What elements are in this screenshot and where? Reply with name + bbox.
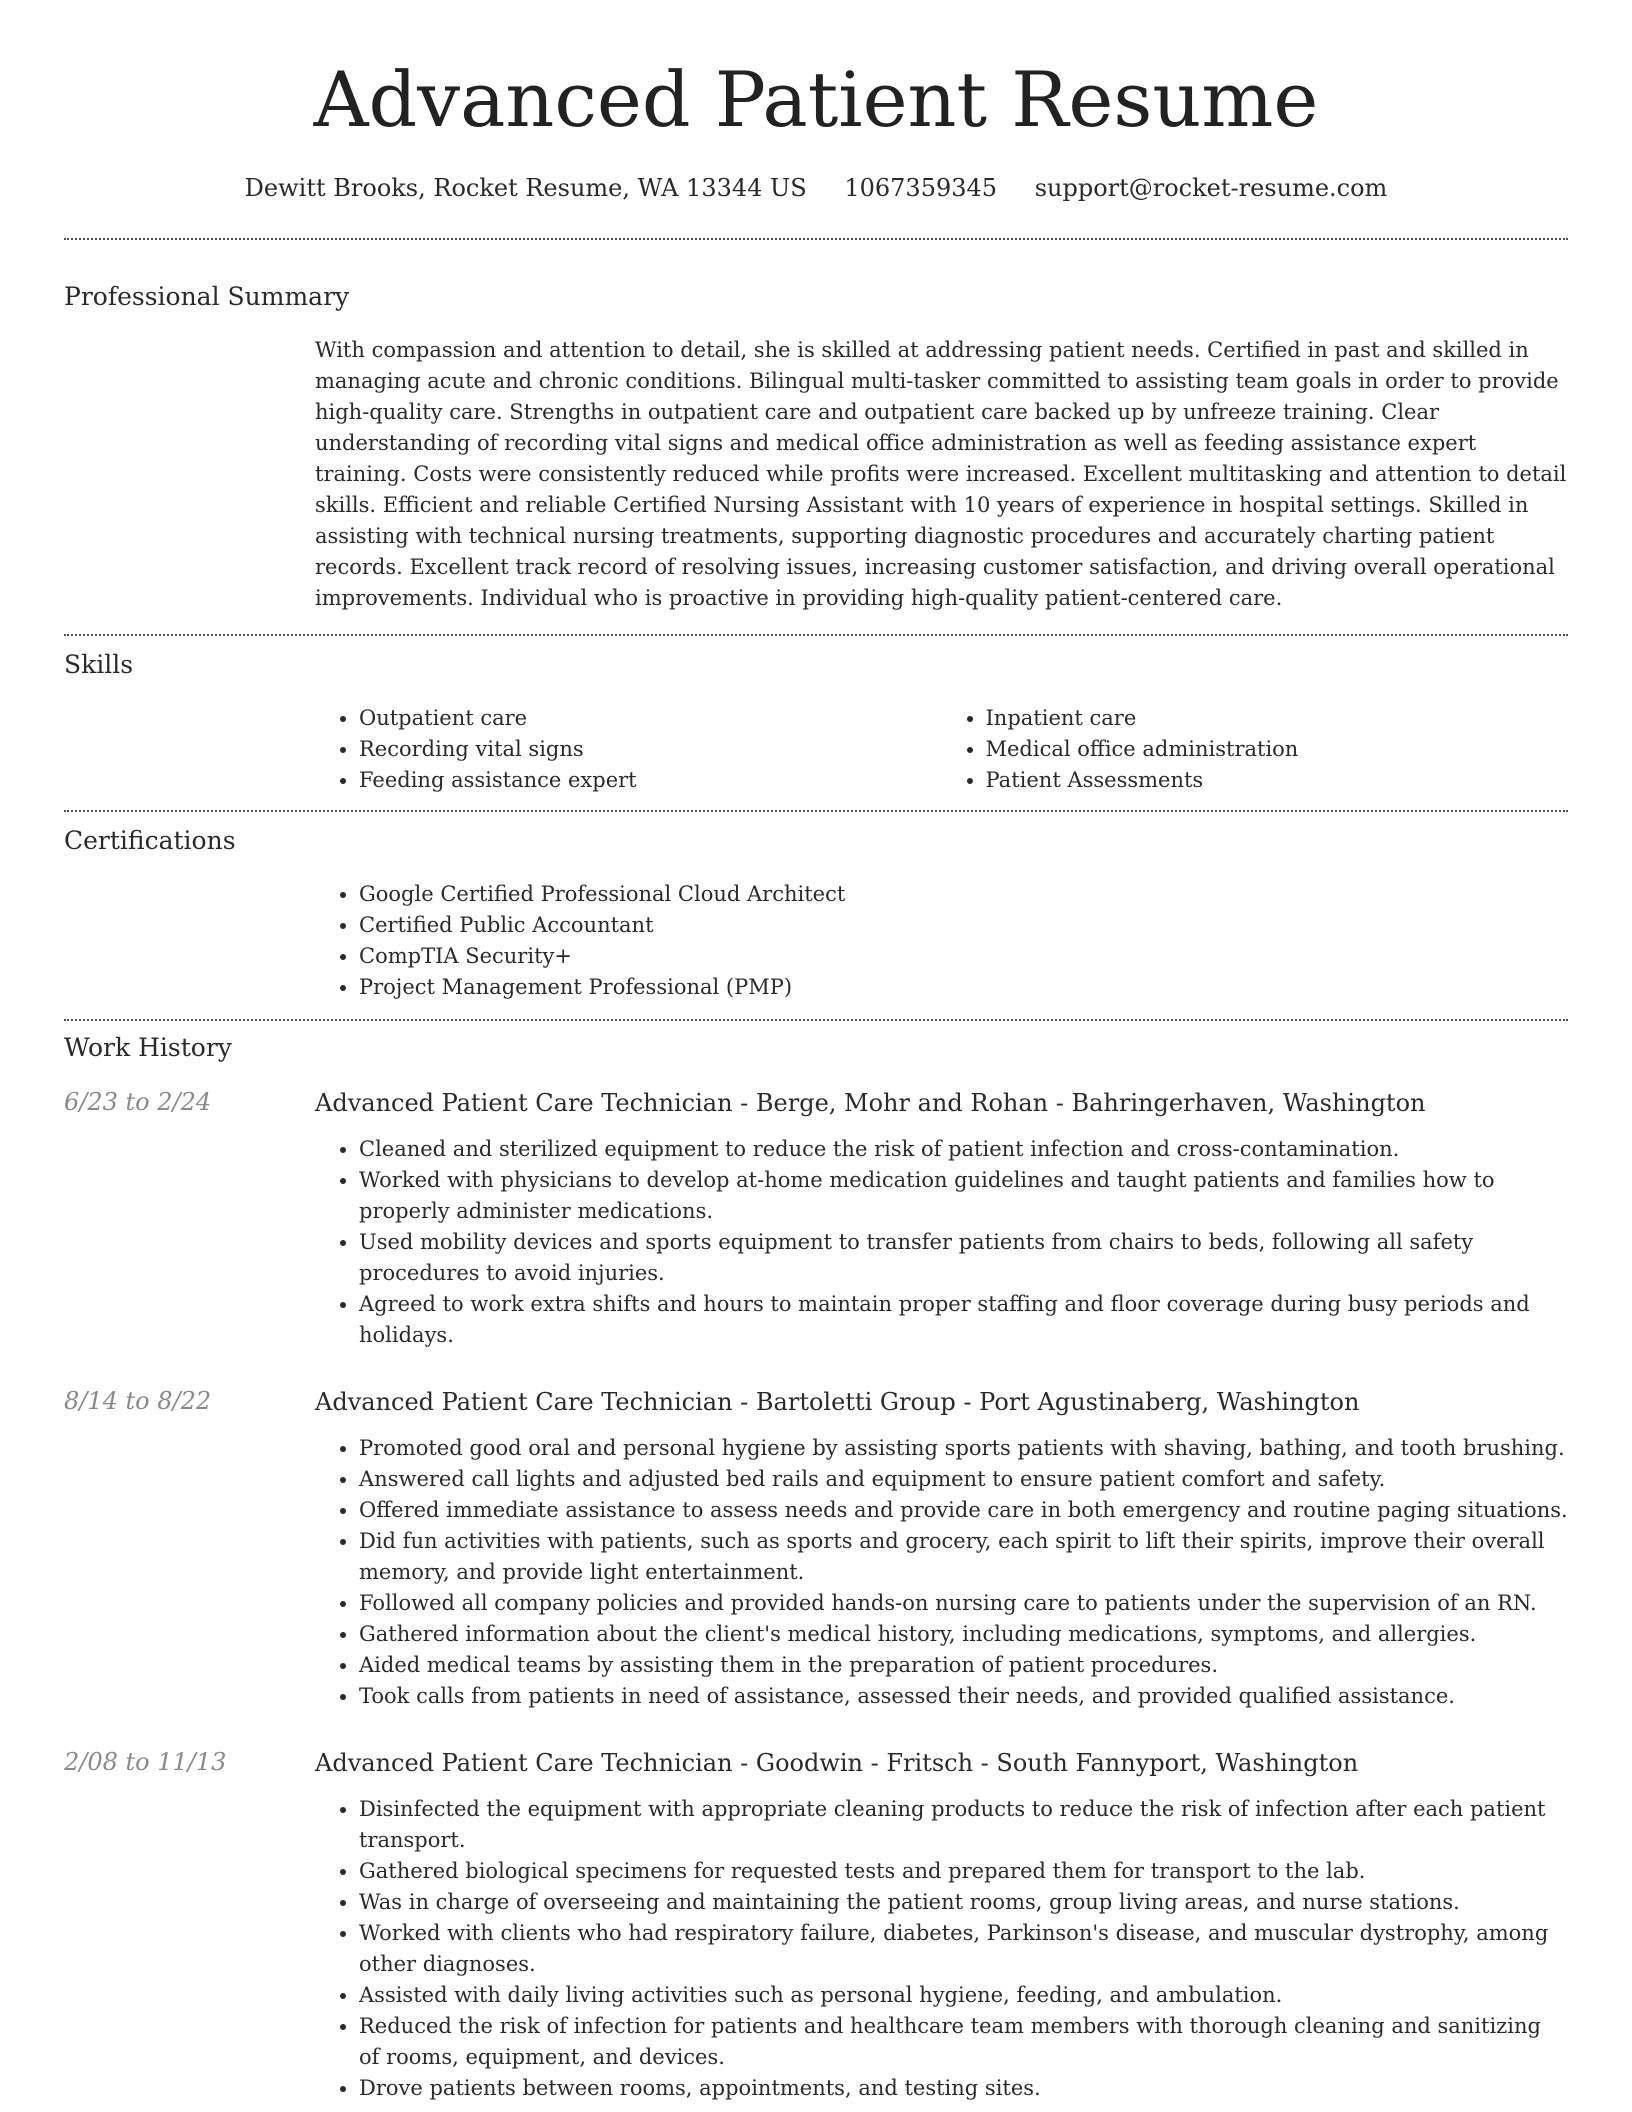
skills-list-left	[315, 703, 942, 796]
job-bullet: • Reduced the risk of infection for patients and healthcare team members with thorough cleaning and sanitizing of rooms, equipment, and devices.	[359, 2011, 1568, 2073]
summary-text: With compassion and attention to detail, she is skilled at addressing patient needs. Certified in past and skilled in managing acute and chronic conditions. Bilingual multi-tasker committed to assisting team goals in order to provide high-quality care. Strengths in outpatient care and outpatient care backed up by unfreeze training. Clear understanding of recording vital signs and medical office administration as well as feeding assistance expert training. Costs were consistently reduced while profits were increased. Excellent multitasking and attention to detail skills. Efficient and reliable Certified Nursing Assistant with 10 years of experience in hospital settings. Skilled in assisting with technical nursing treatments, supporting diagnostic procedures and accurately charting patient records. Excellent track record of resolving issues, increasing customer satisfaction, and driving overall operational improvements. Individual who is proactive in providing high-quality patient-centered care.	[315, 338, 1567, 610]
job-entry	[64, 1748, 1568, 2104]
certifications-title: Certifications	[64, 826, 236, 855]
certification-item: • Google Certified Professional Cloud Architect	[359, 879, 1568, 910]
job-bullets	[315, 1794, 1568, 2104]
job-bullet: • Drove patients between rooms, appointments, and testing sites.	[359, 2073, 1568, 2104]
certifications-content	[315, 879, 1568, 1003]
job-bullet: • Did fun activities with patients, such as sports and grocery, each spirit to lift their spirits, improve their overall memory, and provide light entertainment.	[359, 1526, 1568, 1588]
job-body	[315, 1387, 1568, 1712]
job-bullet: • Promoted good oral and personal hygiene by assisting sports patients with shaving, bathing, and tooth brushing.	[359, 1433, 1568, 1464]
job-dates: 6/23 to 2/24	[64, 1088, 212, 1116]
job-bullets	[315, 1134, 1568, 1351]
skill-item: • Recording vital signs	[359, 734, 942, 765]
job-bullet: • Assisted with daily living activities such as personal hygiene, feeding, and ambulation.	[359, 1980, 1568, 2011]
job-dates: 2/08 to 11/13	[64, 1748, 227, 1776]
resume-title: Advanced Patient Resume	[313, 55, 1319, 144]
skill-item: • Inpatient care	[986, 703, 1569, 734]
skills-title: Skills	[64, 650, 134, 679]
job-heading: Advanced Patient Care Technician - Bartoletti Group - Port Agustinaberg, Washington	[315, 1388, 1360, 1416]
job-entry	[64, 1387, 1568, 1712]
certifications-section	[64, 826, 1568, 1003]
summary-section	[64, 282, 1568, 614]
skill-item: • Outpatient care	[359, 703, 942, 734]
skills-grid	[315, 703, 1568, 796]
job-bullets	[315, 1433, 1568, 1712]
skill-item: • Patient Assessments	[986, 765, 1569, 796]
contact-email: support@rocket-resume.com	[1034, 174, 1388, 202]
job-body	[315, 1748, 1568, 2104]
job-bullet: • Gathered biological specimens for requested tests and prepared them for transport to the lab.	[359, 1856, 1568, 1887]
job-bullet: • Worked with clients who had respiratory failure, diabetes, Parkinson's disease, and muscular dystrophy, among other diagnoses.	[359, 1918, 1568, 1980]
certification-item: • Project Management Professional (PMP)	[359, 972, 1568, 1003]
job-bullet: • Followed all company policies and provided hands-on nursing care to patients under the supervision of an RN.	[359, 1588, 1568, 1619]
certifications-list	[315, 879, 1568, 1003]
contact-line	[64, 174, 1568, 202]
job-body	[315, 1088, 1568, 1351]
job-entry	[64, 1088, 1568, 1351]
job-bullet: • Gathered information about the client's medical history, including medications, symptoms, and allergies.	[359, 1619, 1568, 1650]
job-bullet: • Cleaned and sterilized equipment to reduce the risk of patient infection and cross-contamination.	[359, 1134, 1568, 1165]
job-bullet: • Was in charge of overseeing and maintaining the patient rooms, group living areas, and nurse stations.	[359, 1887, 1568, 1918]
job-dates: 8/14 to 8/22	[64, 1387, 212, 1415]
job-bullet: • Offered immediate assistance to assess needs and provide care in both emergency and routine paging situations.	[359, 1495, 1568, 1526]
contact-phone: 1067359345	[844, 174, 998, 202]
skill-item: • Medical office administration	[986, 734, 1569, 765]
job-bullet: • Answered call lights and adjusted bed rails and equipment to ensure patient comfort and safety.	[359, 1464, 1568, 1495]
job-bullet: • Aided medical teams by assisting them in the preparation of patient procedures.	[359, 1650, 1568, 1681]
job-bullet: • Used mobility devices and sports equipment to transfer patients from chairs to beds, following all safety procedures to avoid injuries.	[359, 1227, 1568, 1289]
job-heading: Advanced Patient Care Technician - Goodwin - Fritsch - South Fannyport, Washington	[315, 1749, 1359, 1777]
summary-content	[315, 335, 1568, 614]
skills-section	[64, 650, 1568, 796]
section-divider	[64, 1019, 1568, 1021]
section-divider	[64, 810, 1568, 812]
skill-item: • Feeding assistance expert	[359, 765, 942, 796]
work-history-section	[64, 1033, 1568, 2104]
certification-item: • CompTIA Security+	[359, 941, 1568, 972]
section-divider	[64, 634, 1568, 636]
contact-address: Dewitt Brooks, Rocket Resume, WA 13344 US	[244, 174, 807, 202]
job-bullet: • Disinfected the equipment with appropriate cleaning products to reduce the risk of infection after each patient transport.	[359, 1794, 1568, 1856]
work-history-title: Work History	[64, 1033, 232, 1062]
skills-list-right	[942, 703, 1569, 796]
certification-item: • Certified Public Accountant	[359, 910, 1568, 941]
summary-title: Professional Summary	[64, 282, 350, 311]
section-divider	[64, 238, 1568, 240]
job-bullet: • Agreed to work extra shifts and hours to maintain proper staffing and floor coverage during busy periods and holidays.	[359, 1289, 1568, 1351]
job-bullet: • Worked with physicians to develop at-home medication guidelines and taught patients and families how to properly administer medications.	[359, 1165, 1568, 1227]
job-bullet: • Took calls from patients in need of assistance, assessed their needs, and provided qualified assistance.	[359, 1681, 1568, 1712]
job-heading: Advanced Patient Care Technician - Berge, Mohr and Rohan - Bahringerhaven, Washington	[315, 1089, 1426, 1117]
